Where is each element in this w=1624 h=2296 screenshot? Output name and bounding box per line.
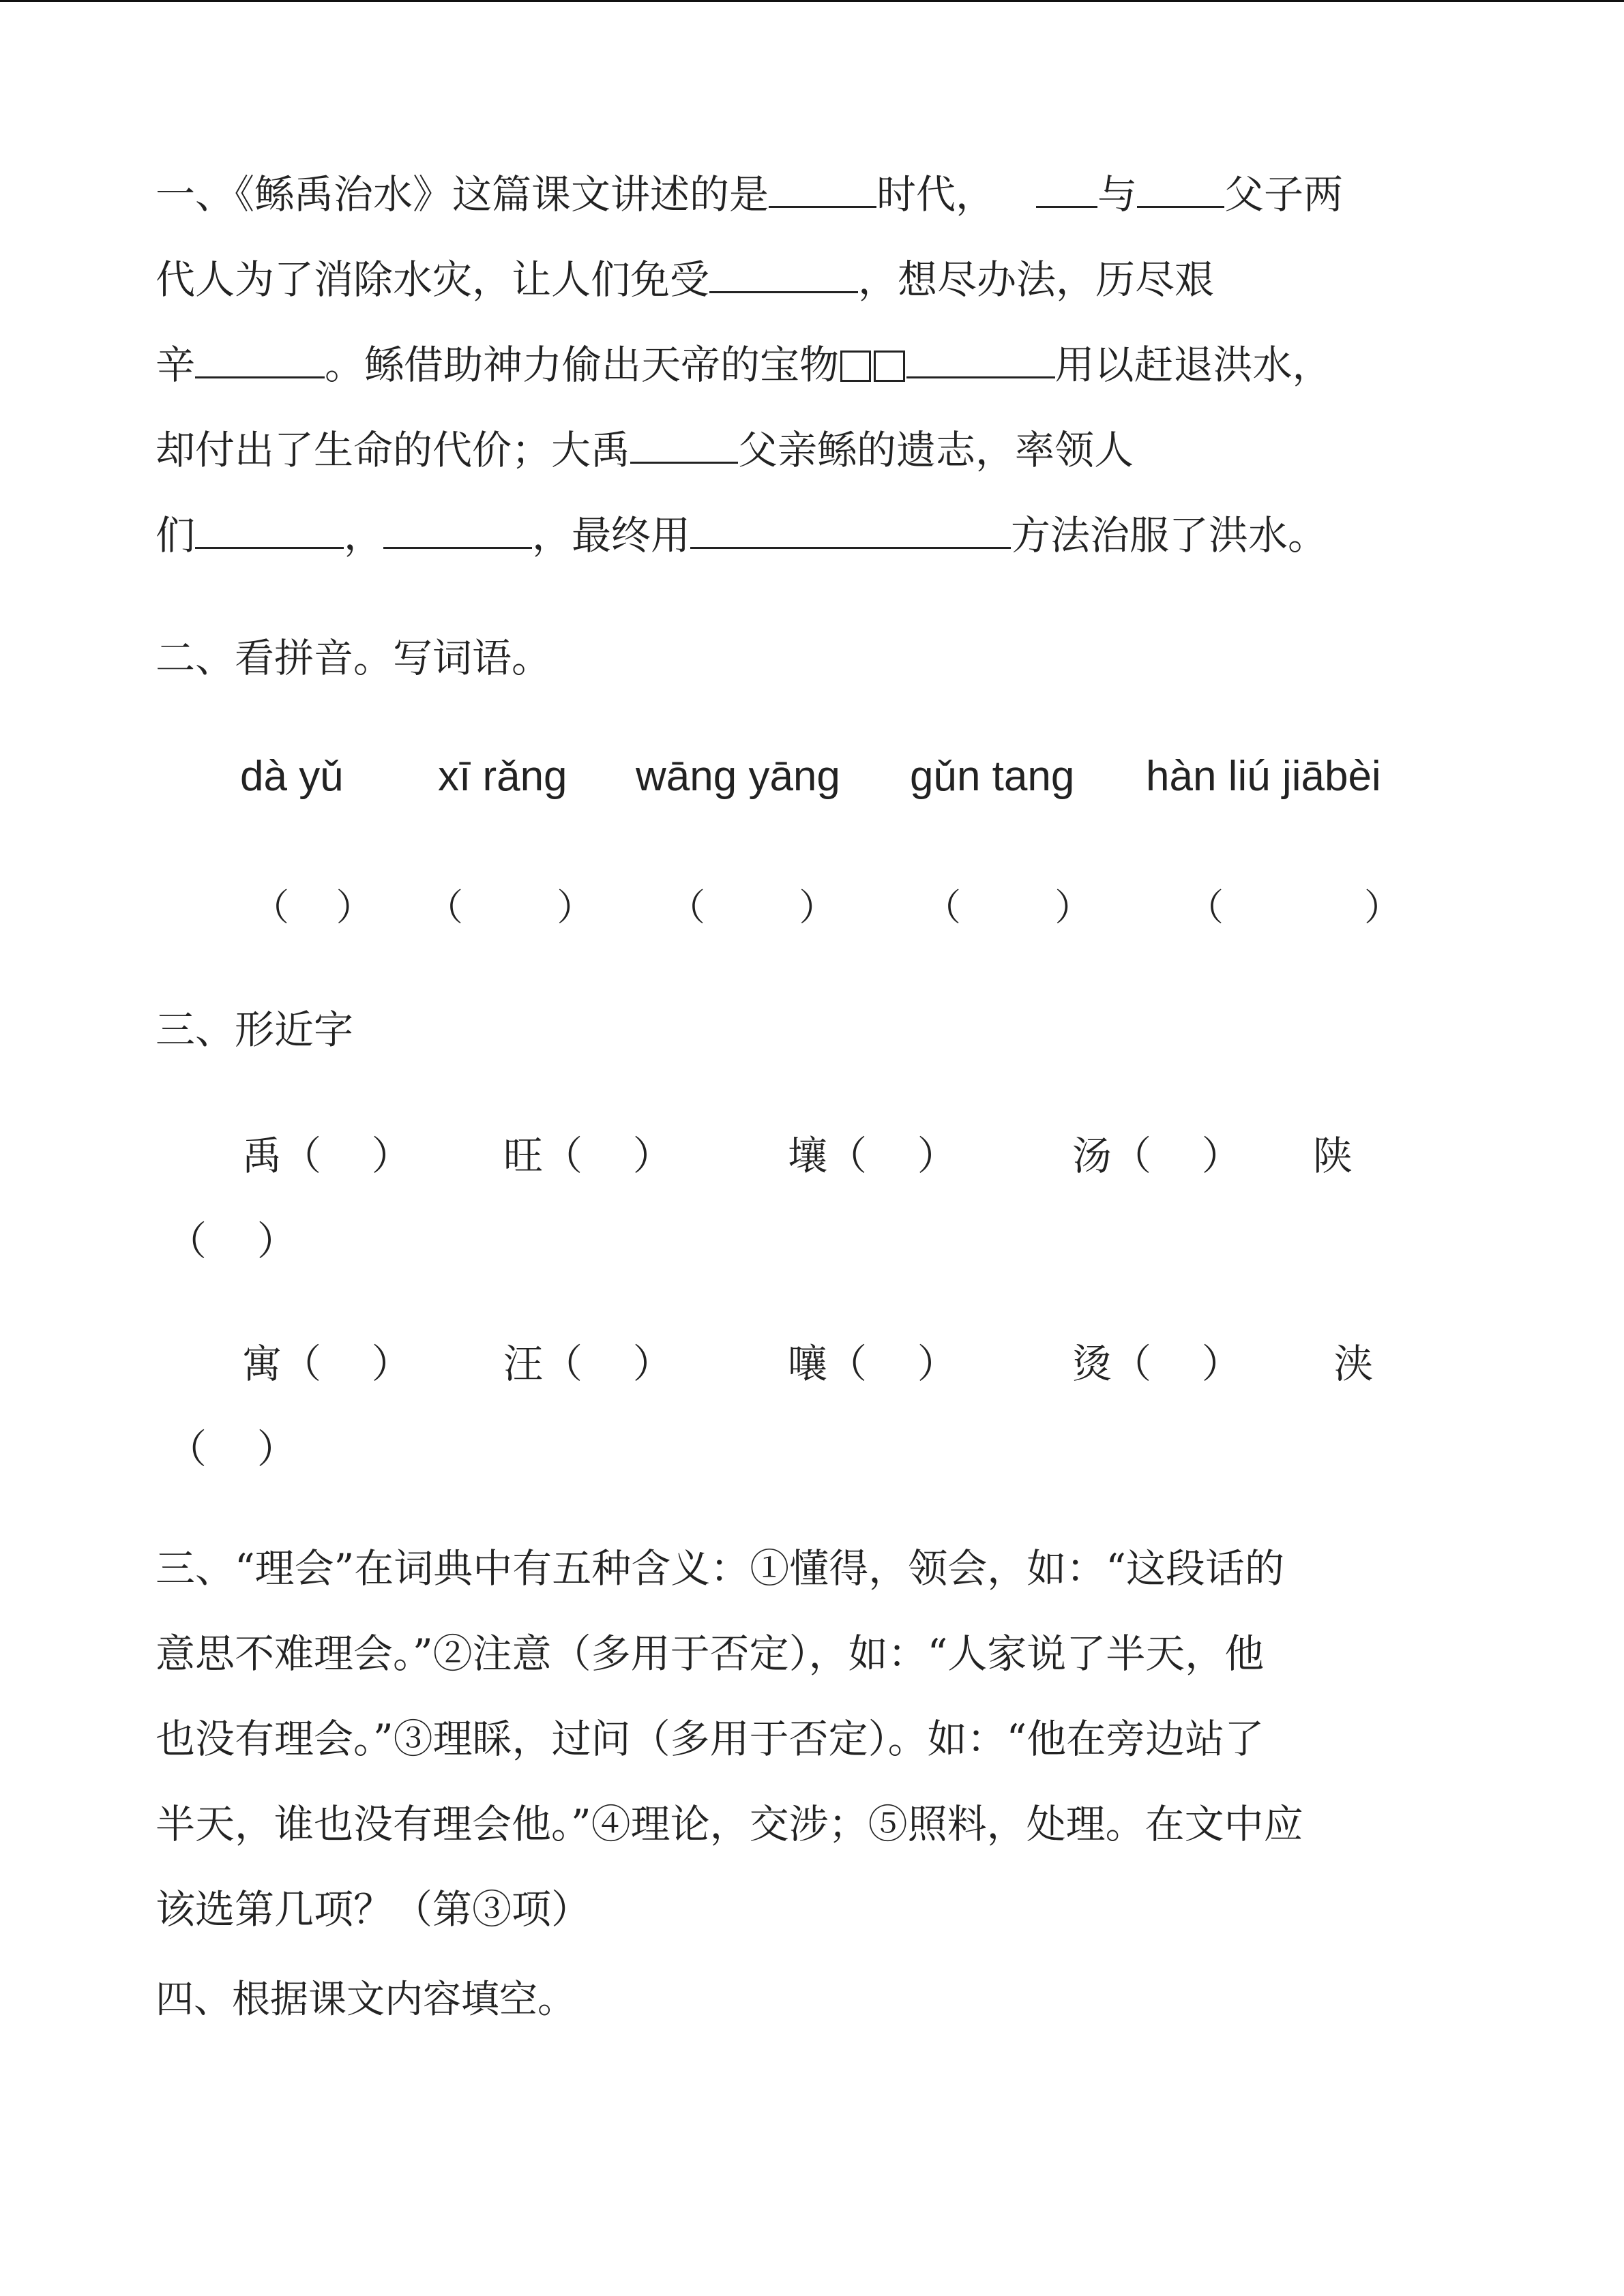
char-item: 浃 [1333,1341,1374,1387]
char-paren[interactable]: （ ） [167,1426,297,1472]
q1-line-3 [156,323,1492,408]
fill-blank[interactable] [1036,170,1097,208]
q2-title-text: 二、看拼音。写词语。 [156,635,552,681]
char-item: 寓（ ） [242,1341,411,1387]
q3b-line: 意思不难理会。”②注意（多用于否定），如：“人家说了半天，他 [156,1630,1265,1677]
answer-paren[interactable]: （ ） [426,886,594,929]
q1-text: 方法治服了洪水。 [1011,512,1328,558]
answer-paren[interactable]: （ ） [252,886,373,929]
similar-chars-row-1-wrap [0,1209,1624,1270]
q1-line-4 [156,408,1492,493]
pinyin-item: hàn liú jiābèi [1146,753,1381,800]
q1-text: 与 [1097,171,1138,218]
char-item: 嚷（ ） [788,1341,957,1387]
q1-text: 们 [156,512,196,558]
q1-text: 用以赶退洪水， [1054,342,1332,388]
q1-line-1 [156,152,1492,237]
char-item: 烫（ ） [1072,1341,1241,1387]
fill-blank[interactable] [630,426,738,464]
q1-line-5 [156,493,1492,578]
q1-text: 。鲧借助神力偷出天帝的宝物 [325,342,840,388]
missing-char-box [840,351,871,381]
q3b-line: 该选第几项？（第③项） [156,1886,591,1933]
fill-blank[interactable] [1137,170,1224,208]
q3-title-text: 三、形近字 [156,1007,354,1053]
fill-blank[interactable] [769,170,876,208]
char-item: 汤（ ） [1072,1133,1241,1179]
fill-blank[interactable] [195,341,325,378]
pinyin-item: dà yǔ [240,753,344,800]
q1-text: ， [344,512,384,558]
q1-text: 父子两 [1224,171,1344,218]
fill-blank[interactable] [195,511,344,549]
char-item: 旺（ ） [503,1133,673,1179]
answer-paren[interactable]: （ ） [1187,886,1401,929]
char-item: 壤（ ） [788,1133,957,1179]
answer-paren[interactable]: （ ） [668,886,836,929]
q1-text: 代人为了消除水灾，让人们免受 [156,256,710,303]
q1-text: 时代， [876,171,996,218]
question-1 [156,152,1492,578]
char-paren[interactable]: （ ） [167,1218,297,1264]
similar-chars-row-1 [0,1124,1624,1185]
q3b-line: 半天，谁也没有理会他。”④理论，交涉；⑤照料，处理。在文中应 [156,1801,1303,1847]
question-3b [156,1526,1492,1952]
q1-text: ，想尽办法，历尽艰 [858,256,1215,303]
q1-text: ，最终用 [532,512,691,558]
pinyin-item: xī rǎng [438,753,567,800]
question-4-title [156,1969,576,2024]
fill-blank[interactable] [906,341,1055,378]
char-item: 陕 [1313,1133,1353,1179]
char-item: 禹（ ） [242,1133,411,1179]
missing-char-box [874,351,904,381]
pinyin-row [240,752,1468,814]
pinyin-item: wāng yāng [636,753,840,800]
q1-text: 却付出了生命的代价；大禹 [156,427,631,473]
question-3-title [156,987,1492,1073]
similar-chars-row-2-wrap [0,1417,1624,1478]
q3b-line: 三、“理会”在词典中有五种含义：①懂得，领会，如：“这段话的 [156,1545,1284,1592]
fill-blank[interactable] [383,511,532,549]
similar-chars-row-2 [0,1332,1624,1393]
q1-text: 一、《鲧禹治水》这篇课文讲述的是 [156,171,769,218]
answer-paren[interactable]: （ ） [924,886,1092,929]
pinyin-item: gǔn tang [910,753,1075,800]
char-item: 汪（ ） [503,1341,673,1387]
q3b-line: 也没有理会。”③理睬，过问（多用于否定）。如：“他在旁边站了 [156,1716,1265,1762]
q1-line-2 [156,237,1492,323]
fill-blank[interactable] [690,511,1011,549]
q1-text: 父亲鲧的遗志，率领人 [738,427,1134,473]
fill-blank[interactable] [709,256,858,293]
q4-title-text: 四、根据课文内容填空。 [156,1978,576,2022]
question-2-title [156,616,1492,701]
answer-paren-row [0,878,1624,933]
q1-text: 辛 [156,342,196,388]
